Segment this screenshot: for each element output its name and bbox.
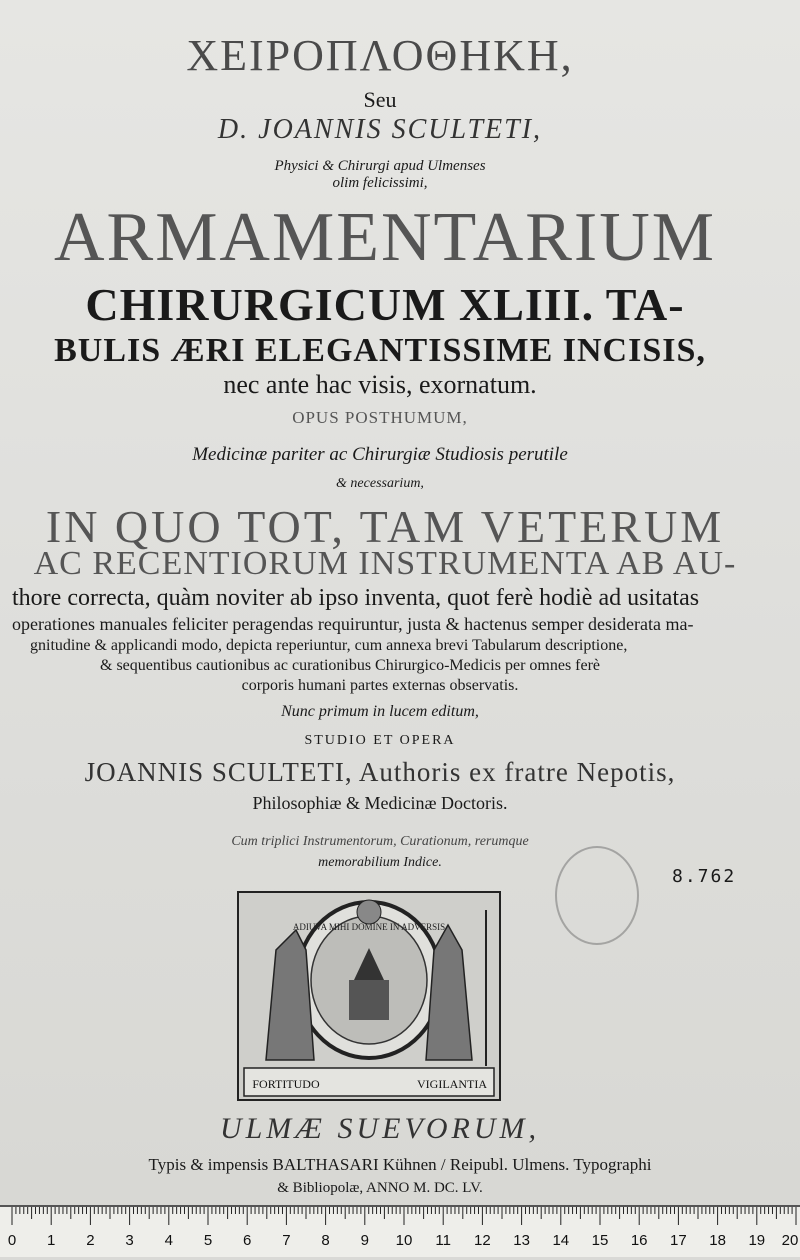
memorabilium-line: memorabilium Indice. xyxy=(318,855,442,870)
ruler-label: 4 xyxy=(164,1232,173,1249)
ruler-label: 7 xyxy=(282,1232,291,1249)
opus-posthumum: OPUS POSTHUMUM, xyxy=(292,408,468,427)
ruler-scale xyxy=(0,1207,800,1255)
ruler-label: 13 xyxy=(513,1232,530,1249)
altar-icon xyxy=(349,980,389,1020)
ruler-label: 20 xyxy=(781,1232,799,1249)
physici-line-2: olim felicissimi, xyxy=(332,175,428,191)
body-text-line-4: & sequentibus cautionibus ac curationibus Chirurgico-Medicis per omnes ferè xyxy=(100,657,601,674)
shelfmark: 8.762 xyxy=(672,866,737,887)
seu-line: Seu xyxy=(363,87,397,112)
necessarium-line: & necessarium, xyxy=(336,476,424,491)
ruler-label: 15 xyxy=(591,1232,609,1249)
body-text-line-3: gnitudine & applicandi modo, depicta reperiuntur, cum annexa brevi Tabularum descriptione, xyxy=(30,637,628,654)
medicinae-line: Medicinæ pariter ac Chirurgiæ Studiosis perutile xyxy=(192,444,568,465)
emblem-label-left: FORTITUDO xyxy=(252,1077,320,1091)
editor-title: Philosophiæ & Medicinæ Doctoris. xyxy=(252,793,508,813)
ruler-label: 0 xyxy=(7,1232,17,1249)
ruler-label: 9 xyxy=(360,1232,369,1249)
printers-emblem xyxy=(236,890,502,1102)
body-text-line-1: thore correcta, quàm noviter ab ipso inventa, quot ferè hodiè ad usitatas xyxy=(12,585,700,611)
ruler-label: 18 xyxy=(709,1232,726,1249)
cum-triplici-line: Cum triplici Instrumentorum, Curationum, rerumque xyxy=(231,834,529,849)
ac-recentiorum-heading: AC RECENTIORUM INSTRUMENTA AB AU- xyxy=(33,545,737,582)
ruler-label: 14 xyxy=(552,1232,570,1249)
nunc-primum-line: Nunc primum in lucem editum, xyxy=(281,703,479,720)
body-text-line-2: operationes manuales feliciter peragendas requiruntur, justa & hactenus semper desiderata ma- xyxy=(12,614,694,634)
body-text-line-5: corporis humani partes externas observatis. xyxy=(241,677,519,694)
ruler-label: 10 xyxy=(395,1232,413,1249)
ruler-label: 1 xyxy=(47,1232,56,1249)
emblem-motto: ADIUVA MIHI DOMINE IN ADVERSIS xyxy=(292,922,446,932)
editor-name: JOANNIS SCULTETI, Authoris ex fratre Nepotis, xyxy=(84,757,676,787)
ruler-label: 2 xyxy=(86,1232,95,1249)
ruler-label: 5 xyxy=(203,1232,213,1249)
ruler-label: 3 xyxy=(125,1232,134,1249)
subtitle-nec-ante: nec ante hac visis, exornatum. xyxy=(223,370,537,399)
place-of-publication: ULMÆ SUEVORUM, xyxy=(219,1112,541,1145)
subtitle-tabulis: BULIS ÆRI ELEGANTISSIME INCISIS, xyxy=(54,332,706,369)
emblem-label-right: VIGILANTIA xyxy=(417,1077,487,1091)
physici-line-1: Physici & Chirurgi apud Ulmenses xyxy=(274,158,486,174)
greek-title: ΧΕΙΡΟΠΛΟΘΗΚΗ, xyxy=(186,31,574,80)
ruler-label: 19 xyxy=(748,1232,766,1249)
ruler-label: 16 xyxy=(630,1232,648,1249)
in-quo-heading: IN QUO TOT, TAM VETERUM xyxy=(45,501,725,552)
year-line: & Bibliopolæ, ANNO M. DC. LV. xyxy=(277,1180,483,1196)
author-name: D. JOANNIS SCULTETI, xyxy=(217,114,543,145)
ruler-label: 11 xyxy=(435,1232,451,1249)
studio-et-opera: STUDIO ET OPERA xyxy=(304,733,456,748)
ruler-label: 6 xyxy=(243,1232,252,1249)
ruler-label: 17 xyxy=(670,1232,687,1249)
subtitle-chirurgicum: CHIRURGICUM XLIII. TA- xyxy=(85,279,685,330)
ruler-label: 8 xyxy=(321,1232,330,1249)
measuring-ruler xyxy=(0,1205,800,1257)
main-title: ARMAMENTARIUM xyxy=(53,199,717,276)
ruler-label: 12 xyxy=(474,1232,491,1249)
library-stamp xyxy=(555,846,639,945)
printer-line: Typis & impensis BALTHASARI Kühnen / Reipubl. Ulmens. Typographi xyxy=(148,1155,652,1174)
